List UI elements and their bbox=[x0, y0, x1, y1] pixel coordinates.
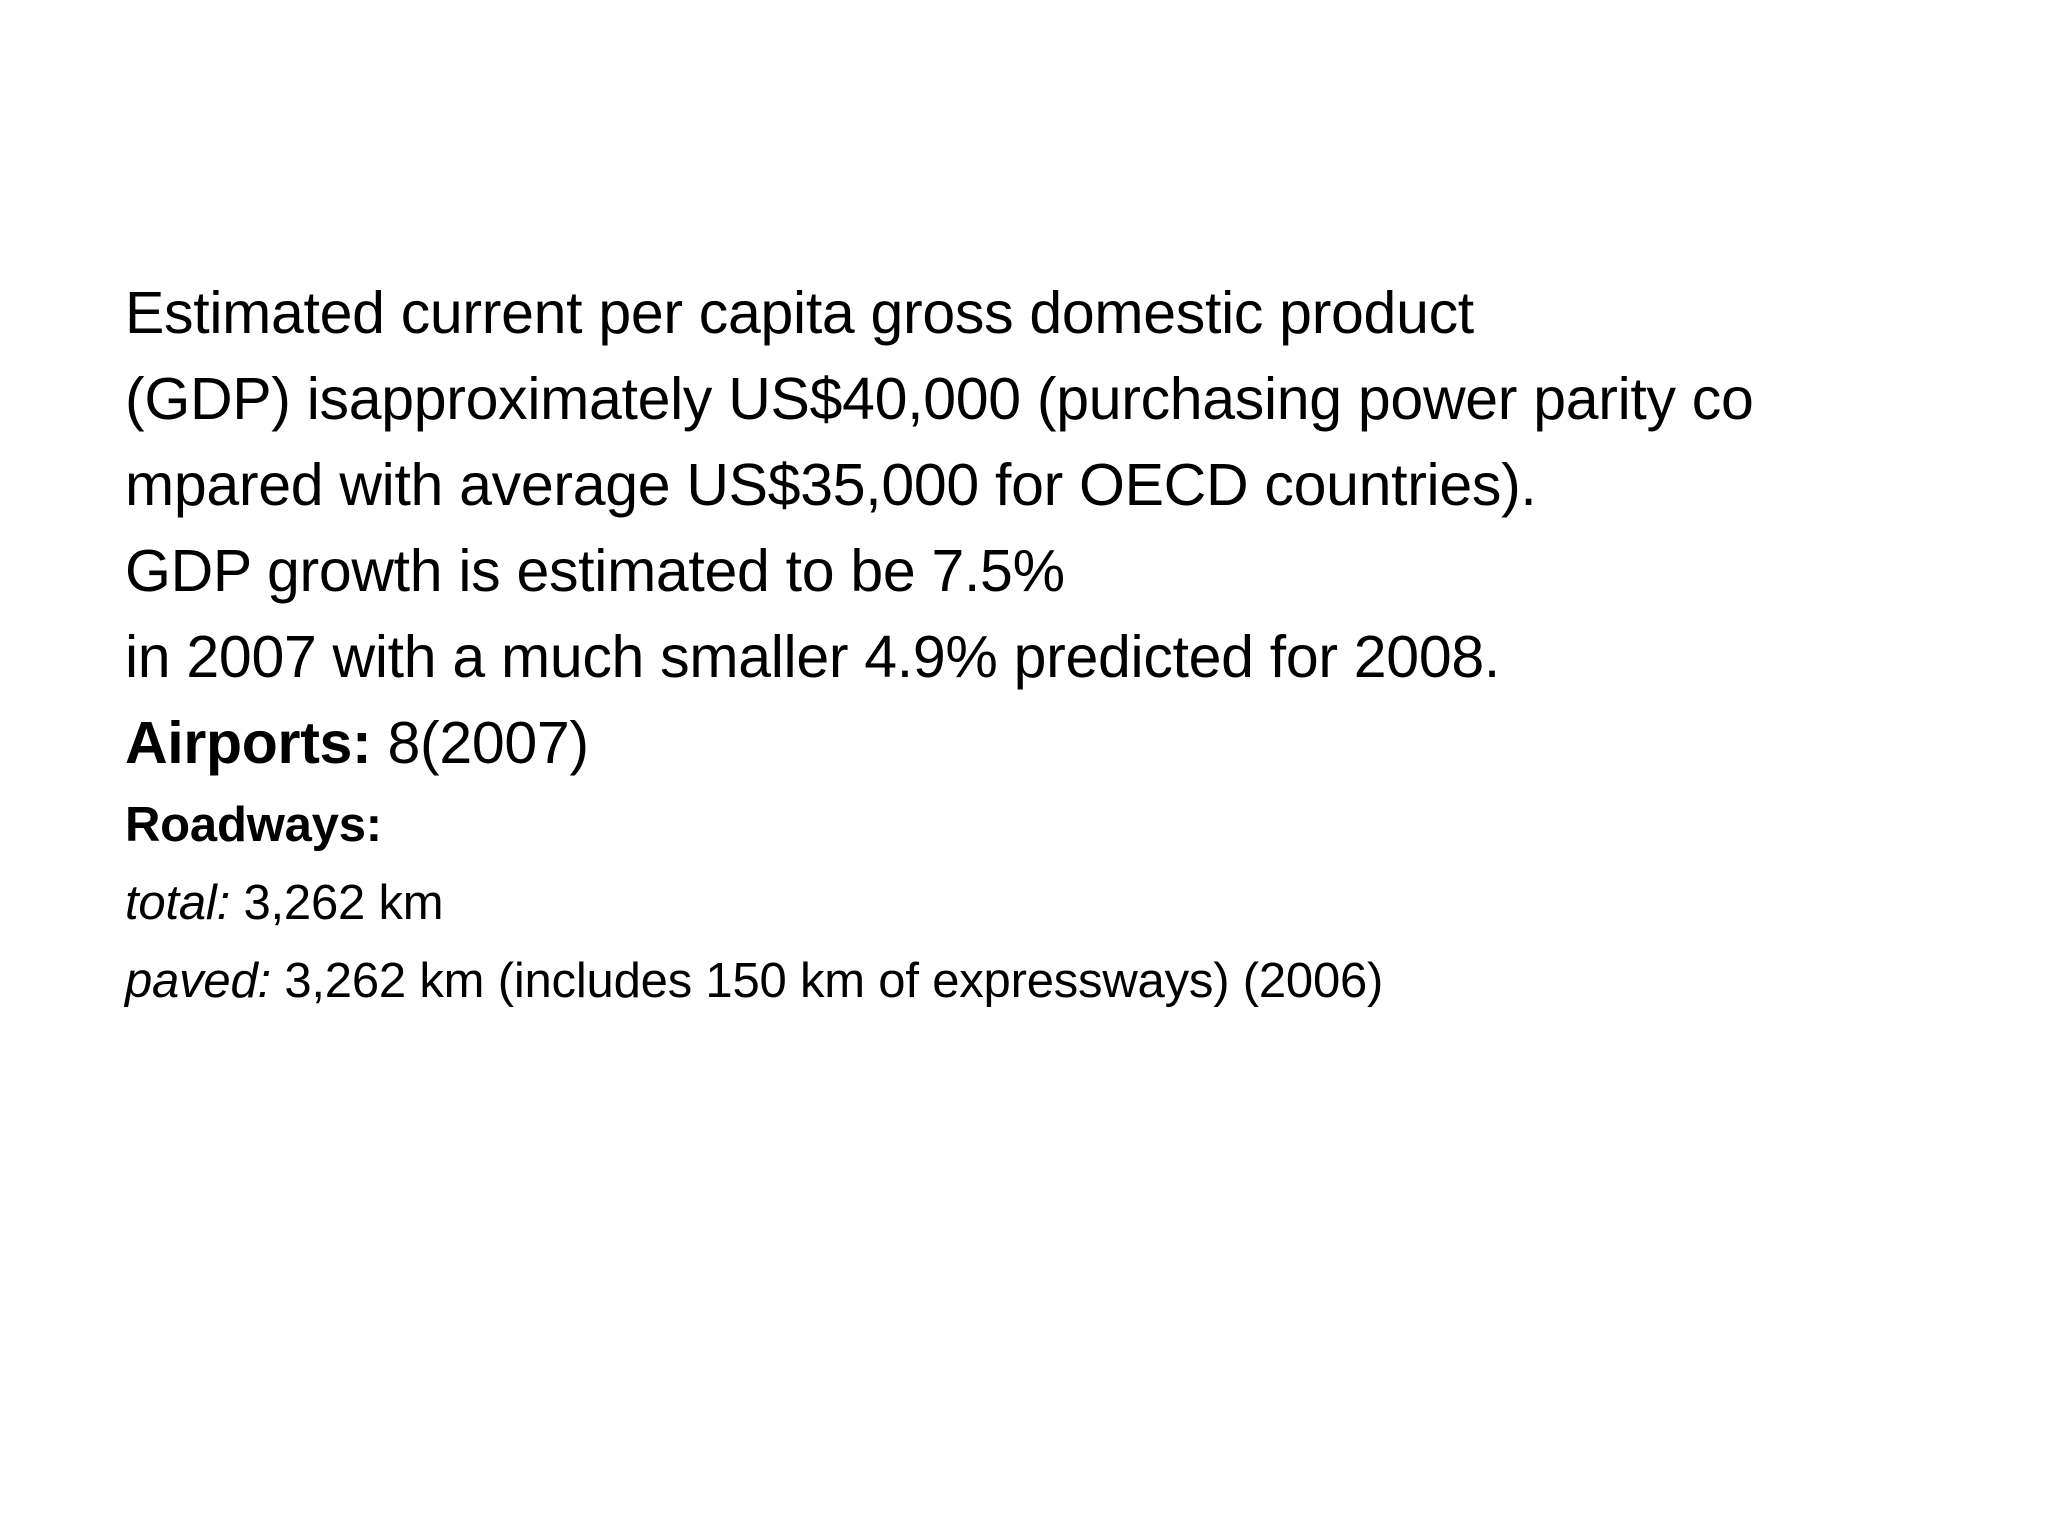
airports-value: 8(2007) bbox=[371, 710, 589, 776]
roadways-paved-line bbox=[125, 942, 2005, 1020]
roadways-total-line bbox=[125, 864, 2005, 942]
roadways-paved-label: paved: bbox=[125, 954, 271, 1008]
airports-line bbox=[125, 700, 2005, 786]
roadways-paved-value: 3,262 km (includes 150 km of expressways) (2006) bbox=[270, 954, 1384, 1008]
gdp-growth-line-2: in 2007 with a much smaller 4.9% predicted for 2008. bbox=[125, 624, 1500, 690]
gdp-growth-line-1: GDP growth is estimated to be 7.5% bbox=[125, 538, 1065, 604]
slide-body bbox=[125, 270, 2005, 1020]
gdp-text-line-3: mpared with average US$35,000 for OECD countries). bbox=[125, 452, 1537, 518]
airports-label: Airports: bbox=[125, 710, 372, 776]
roadways-total-value: 3,262 km bbox=[230, 876, 444, 930]
gdp-text-line-1: Estimated current per capita gross domestic product bbox=[125, 280, 1474, 346]
roadways-total-label: total: bbox=[125, 876, 231, 930]
roadways-heading: Roadways: bbox=[125, 798, 382, 852]
gdp-text-line-2: (GDP) isapproximately US$40,000 (purchasing power parity co bbox=[125, 366, 1754, 432]
